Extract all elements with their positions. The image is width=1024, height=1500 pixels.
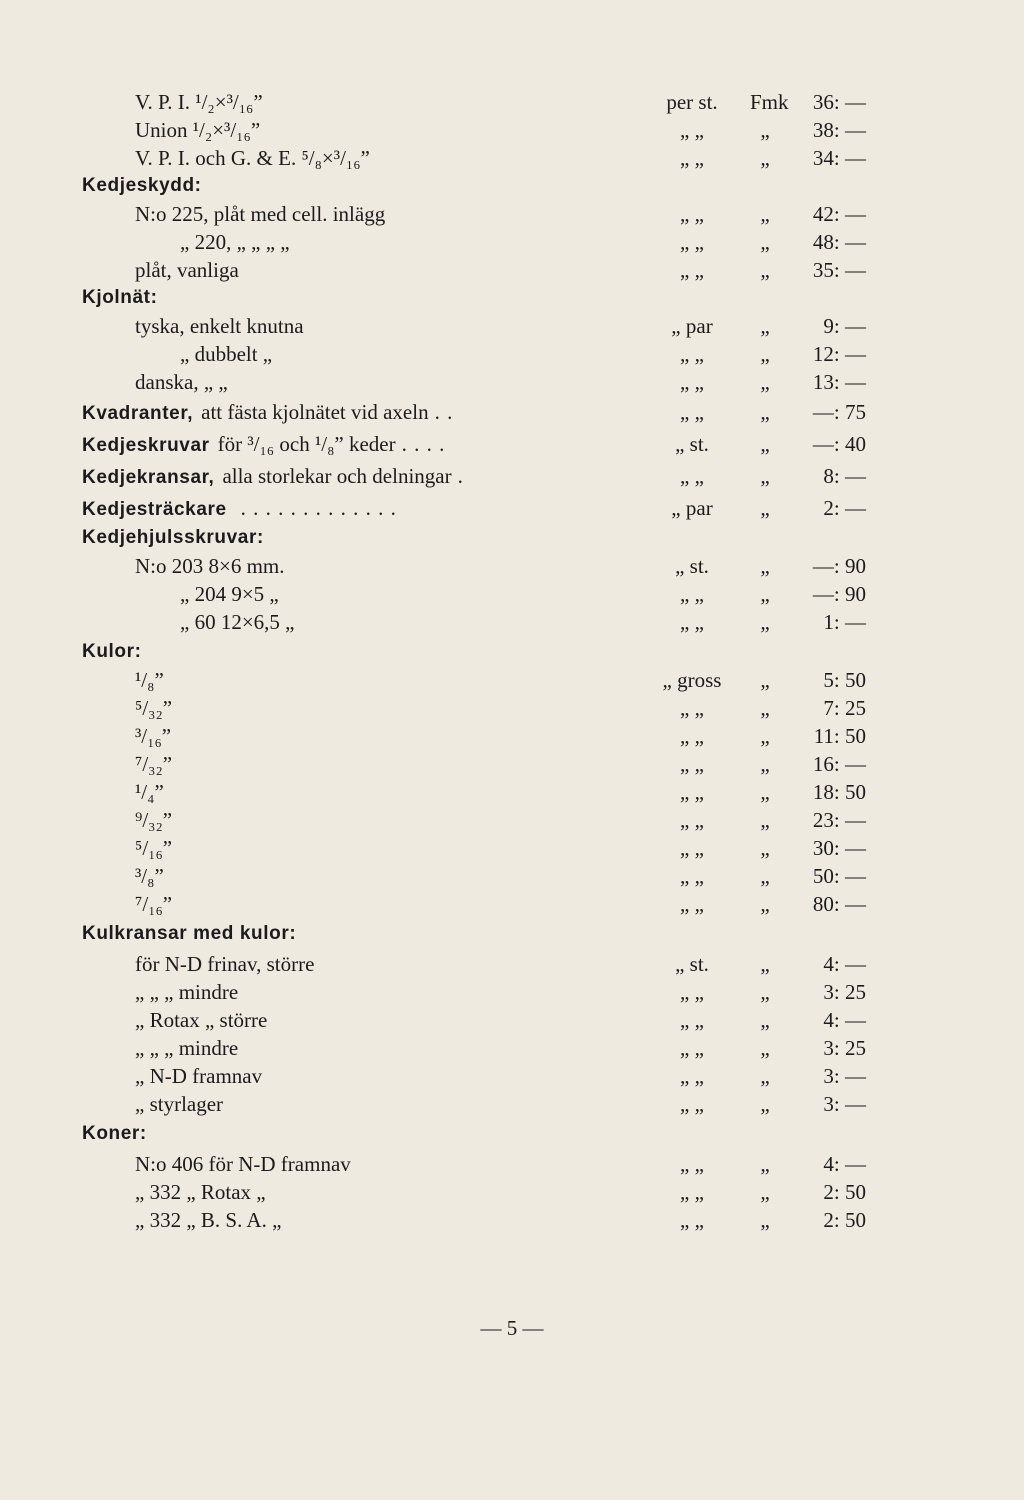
price-row	[0, 806, 1024, 834]
item-description: „ Rotax „ större	[135, 1008, 268, 1032]
leader-dots: .	[457, 464, 464, 488]
item-description: ⁷/₁₆”	[135, 892, 173, 916]
price-value: —: 40	[812, 432, 866, 456]
unit-of-sale: „ „	[680, 202, 704, 226]
price-value: 4: —	[823, 1008, 866, 1032]
currency-mark: „	[760, 980, 770, 1004]
price-row	[0, 256, 1024, 284]
price-value: 9: —	[823, 314, 866, 338]
section-heading: Kedjeskydd:	[82, 175, 202, 196]
item-description: „ 332 „ Rotax „	[135, 1180, 266, 1204]
item-entry	[82, 430, 445, 460]
unit-of-sale: „ „	[680, 864, 704, 888]
price-value: 48: —	[812, 230, 866, 254]
price-row	[0, 978, 1024, 1006]
section-heading: Koner:	[82, 1123, 147, 1144]
price-value: 42: —	[812, 202, 866, 226]
item-description: Union ¹/₂×³/₁₆”	[135, 118, 261, 142]
currency-mark: „	[760, 1180, 770, 1204]
section-heading-row	[0, 524, 1024, 552]
unit-of-sale: „ „	[680, 258, 704, 282]
item-description: plåt, vanliga	[135, 258, 239, 282]
unit-of-sale: „ par	[671, 496, 713, 520]
section-heading-row	[0, 172, 1024, 200]
price-value: —: 90	[812, 582, 866, 606]
leader-dots: . . . .	[401, 432, 446, 456]
unit-of-sale: „ „	[680, 1064, 704, 1088]
price-value: 2: —	[823, 496, 866, 520]
price-row	[0, 722, 1024, 750]
item-description: „ dubbelt „	[180, 342, 273, 366]
item-description: för N-D frinav, större	[135, 952, 315, 976]
unit-of-sale: „ „	[680, 1180, 704, 1204]
page-number: — 5 —	[480, 1316, 544, 1340]
currency-mark: „	[760, 146, 770, 170]
unit-of-sale: „ „	[680, 836, 704, 860]
price-value: 2: 50	[823, 1208, 866, 1232]
unit-of-sale: „ „	[680, 808, 704, 832]
price-value: 16: —	[812, 752, 866, 776]
price-row	[0, 1090, 1024, 1118]
currency-mark: „	[760, 118, 770, 142]
unit-of-sale: „ „	[680, 1152, 704, 1176]
price-row	[0, 494, 1024, 522]
section-heading: Kjolnät:	[82, 287, 158, 308]
price-row	[0, 1178, 1024, 1206]
currency-mark: „	[760, 464, 770, 488]
item-description: „ 60 12×6,5 „	[180, 610, 295, 634]
currency-mark: Fmk	[750, 90, 789, 114]
price-value: 3: 25	[823, 1036, 866, 1060]
item-description: N:o 225, plåt med cell. inlägg	[135, 202, 386, 226]
price-row	[0, 750, 1024, 778]
price-row	[0, 1034, 1024, 1062]
item-description: „ „ „ mindre	[135, 980, 239, 1004]
currency-mark: „	[760, 496, 770, 520]
currency-mark: „	[760, 892, 770, 916]
item-description: „ N-D framnav	[135, 1064, 263, 1088]
section-heading-row	[0, 284, 1024, 312]
price-value: 8: —	[823, 464, 866, 488]
price-value: 18: 50	[812, 780, 866, 804]
price-value: 3: 25	[823, 980, 866, 1004]
price-row	[0, 462, 1024, 490]
currency-mark: „	[760, 342, 770, 366]
item-description: ⁹/₃₂”	[135, 808, 173, 832]
price-value: 1: —	[823, 610, 866, 634]
currency-mark: „	[760, 1208, 770, 1232]
item-description: „ styrlager	[135, 1092, 224, 1116]
currency-mark: „	[760, 400, 770, 424]
item-description: N:o 203 8×6 mm.	[135, 554, 285, 578]
price-row	[0, 834, 1024, 862]
unit-of-sale: „ „	[680, 582, 704, 606]
price-row	[0, 228, 1024, 256]
item-description: ³/₁₆”	[135, 724, 172, 748]
currency-mark: „	[760, 202, 770, 226]
price-row	[0, 1206, 1024, 1234]
currency-mark: „	[760, 258, 770, 282]
unit-of-sale: „ „	[680, 146, 704, 170]
section-heading-row	[0, 638, 1024, 666]
item-description: ⁵/₃₂”	[135, 696, 173, 720]
price-row	[0, 862, 1024, 890]
price-value: 2: 50	[823, 1180, 866, 1204]
item-entry	[82, 494, 397, 524]
price-value: 3: —	[823, 1064, 866, 1088]
price-value: 5: 50	[823, 668, 866, 692]
item-description: V. P. I. ¹/₂×³/₁₆”	[135, 90, 263, 114]
price-row	[0, 340, 1024, 368]
item-lead: Kedjesträckare	[82, 499, 227, 520]
item-lead: Kedjekransar,	[82, 467, 215, 488]
price-value: 34: —	[812, 146, 866, 170]
leader-dots: . .	[434, 400, 454, 424]
unit-of-sale: „ „	[680, 370, 704, 394]
price-value: 13: —	[812, 370, 866, 394]
price-row	[0, 778, 1024, 806]
section-heading: Kedjehjulsskruvar:	[82, 527, 264, 548]
price-row	[0, 580, 1024, 608]
price-row	[0, 88, 1024, 116]
price-row	[0, 950, 1024, 978]
currency-mark: „	[760, 1008, 770, 1032]
unit-of-sale: „ st.	[675, 554, 709, 578]
price-row	[0, 144, 1024, 172]
price-row	[0, 312, 1024, 340]
unit-of-sale: „ „	[680, 230, 704, 254]
currency-mark: „	[760, 724, 770, 748]
unit-of-sale: „ st.	[675, 432, 709, 456]
unit-of-sale: „ „	[680, 1092, 704, 1116]
price-value: 38: —	[812, 118, 866, 142]
item-description: ¹/₄”	[135, 780, 164, 804]
price-row	[0, 116, 1024, 144]
unit-of-sale: „ „	[680, 892, 704, 916]
price-value: —: 90	[812, 554, 866, 578]
unit-of-sale: „ „	[680, 610, 704, 634]
price-value: 4: —	[823, 1152, 866, 1176]
item-description: danska, „ „	[135, 370, 228, 394]
item-description: ³/₈”	[135, 864, 164, 888]
price-row	[0, 890, 1024, 918]
price-row	[0, 1006, 1024, 1034]
price-row	[0, 398, 1024, 426]
price-row	[0, 666, 1024, 694]
currency-mark: „	[760, 582, 770, 606]
currency-mark: „	[760, 696, 770, 720]
currency-mark: „	[760, 230, 770, 254]
unit-of-sale: „ „	[680, 400, 704, 424]
price-value: —: 75	[812, 400, 866, 424]
item-description: „ „ „ mindre	[135, 1036, 239, 1060]
currency-mark: „	[760, 668, 770, 692]
currency-mark: „	[760, 1092, 770, 1116]
unit-of-sale: „ „	[680, 780, 704, 804]
price-value: 36: —	[812, 90, 866, 114]
unit-of-sale: „ „	[680, 342, 704, 366]
unit-of-sale: „ par	[671, 314, 713, 338]
item-lead: Kedjeskruvar	[82, 435, 210, 456]
price-row	[0, 1062, 1024, 1090]
price-value: 4: —	[823, 952, 866, 976]
currency-mark: „	[760, 780, 770, 804]
item-description: „ 332 „ B. S. A. „	[135, 1208, 282, 1232]
currency-mark: „	[760, 314, 770, 338]
currency-mark: „	[760, 1064, 770, 1088]
unit-of-sale: „ „	[680, 1008, 704, 1032]
unit-of-sale: „ „	[680, 118, 704, 142]
item-description: ⁷/₃₂”	[135, 752, 173, 776]
price-row	[0, 552, 1024, 580]
item-description: V. P. I. och G. & E. ⁵/₈×³/₁₆”	[135, 146, 370, 170]
currency-mark: „	[760, 432, 770, 456]
price-value: 80: —	[812, 892, 866, 916]
price-row	[0, 694, 1024, 722]
item-description: tyska, enkelt knutna	[135, 314, 304, 338]
currency-mark: „	[760, 808, 770, 832]
price-row	[0, 368, 1024, 396]
item-description: alla storlekar och delningar	[222, 464, 452, 488]
unit-of-sale: „ „	[680, 696, 704, 720]
currency-mark: „	[760, 836, 770, 860]
section-heading-row	[0, 920, 1024, 948]
item-description: ¹/₈”	[135, 668, 164, 692]
section-heading-row	[0, 1120, 1024, 1148]
price-value: 30: —	[812, 836, 866, 860]
unit-of-sale: „ „	[680, 1036, 704, 1060]
price-value: 50: —	[812, 864, 866, 888]
currency-mark: „	[760, 1036, 770, 1060]
item-description: ⁵/₁₆”	[135, 836, 173, 860]
unit-of-sale: „ st.	[675, 952, 709, 976]
item-entry	[82, 462, 464, 492]
unit-of-sale: „ gross	[662, 668, 722, 692]
item-description: „ 204 9×5 „	[180, 582, 279, 606]
price-row	[0, 200, 1024, 228]
currency-mark: „	[760, 952, 770, 976]
price-value: 23: —	[812, 808, 866, 832]
price-value: 12: —	[812, 342, 866, 366]
currency-mark: „	[760, 864, 770, 888]
price-row	[0, 608, 1024, 636]
unit-of-sale: per st.	[666, 90, 718, 114]
item-lead: Kvadranter,	[82, 403, 194, 424]
leader-dots: . . . . . . . . . . . . .	[240, 496, 397, 520]
currency-mark: „	[760, 554, 770, 578]
price-value: 3: —	[823, 1092, 866, 1116]
price-value: 7: 25	[823, 696, 866, 720]
item-entry	[82, 398, 453, 428]
section-heading: Kulkransar med kulor:	[82, 923, 297, 944]
price-row	[0, 430, 1024, 458]
item-description: för ³/₁₆ och ¹/₈” keder	[217, 432, 396, 456]
unit-of-sale: „ „	[680, 724, 704, 748]
item-description: „ 220, „ „ „ „	[180, 230, 290, 254]
price-value: 11: 50	[813, 724, 866, 748]
currency-mark: „	[760, 752, 770, 776]
unit-of-sale: „ „	[680, 980, 704, 1004]
section-heading: Kulor:	[82, 641, 142, 662]
price-row	[0, 1150, 1024, 1178]
unit-of-sale: „ „	[680, 1208, 704, 1232]
unit-of-sale: „ „	[680, 464, 704, 488]
price-value: 35: —	[812, 258, 866, 282]
currency-mark: „	[760, 1152, 770, 1176]
currency-mark: „	[760, 370, 770, 394]
item-description: att fästa kjolnätet vid axeln	[201, 400, 429, 424]
currency-mark: „	[760, 610, 770, 634]
item-description: N:o 406 för N-D framnav	[135, 1152, 351, 1176]
unit-of-sale: „ „	[680, 752, 704, 776]
